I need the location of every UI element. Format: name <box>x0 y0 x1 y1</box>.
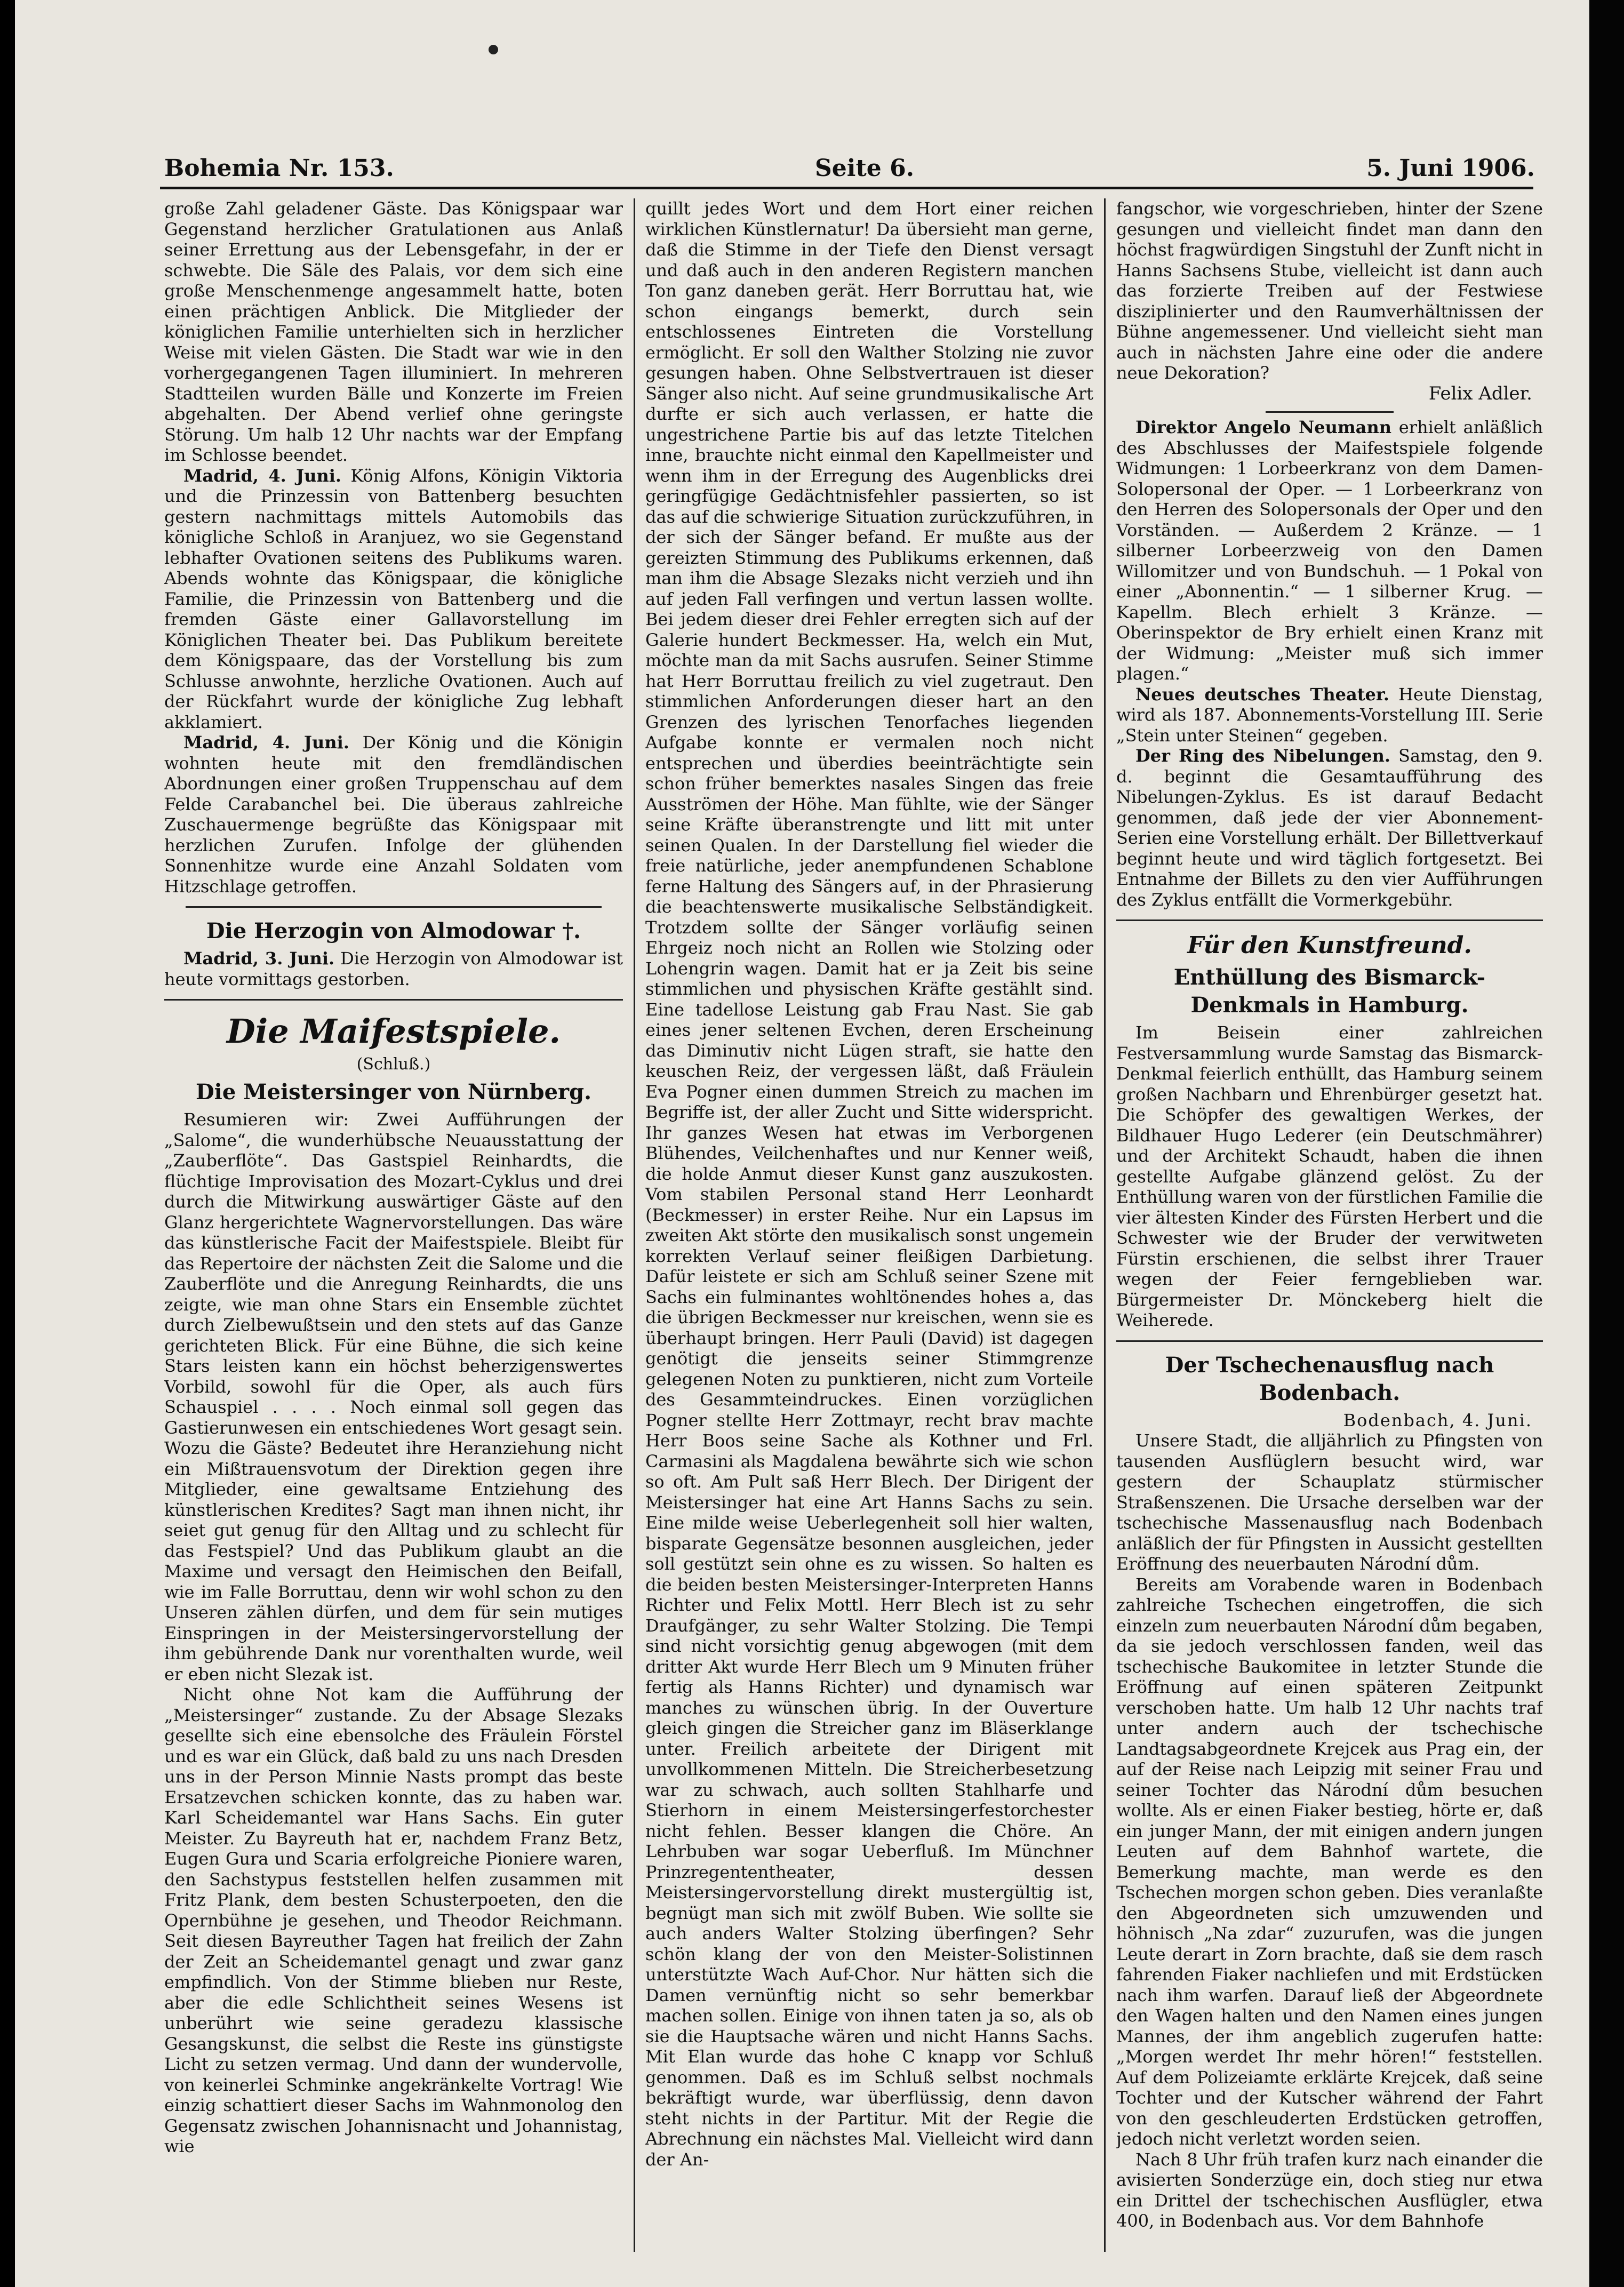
author-signature: Felix Adler. <box>1428 382 1532 404</box>
article-paragraph: Unsere Stadt, die alljährlich zu Pfingsten von tausenden Ausflüglern besucht wird, war gestern der Schauplatz stürmischer Straßenszenen. Die Ursache derselben war der tschechische Massenausflug nach Bodenbach anläßlich der für Pfingsten in Aussicht gestellten Eröffnung des neuerbauten Národní dům. <box>1116 1430 1543 1574</box>
article-paragraph: quillt jedes Wort und dem Hort einer reichen wirklichen Künstlernatur! Da übersieht man gerne, daß die Stimme in der Tiefe den Dienst versagt und daß auch in den anderen Registern manchen Ton ganz daneben gerät. Herr Borruttau hat, wie schon eingangs bemerkt, durch sein entschlossenes Eintreten die Vorstellung ermöglicht. Er soll den Walther Stolzing nie zuvor gesungen haben. Ohne Selbstvertrauen ist dieser Sänger also nicht. Auf seine grundmusikalische Art durfte er sich auch verlassen, er hatte die ungestrichene Partie bis auf das letzte Titelchen inne, brauchte nicht einmal den Kapellmeister und wenn ihm in der Erregung des Augenblicks drei geringfügige Gedächtnisfehler passierten, so ist das auf die schwierige Situation zurückzuführen, in der sich der Sänger befand. Er mußte aus der gereizten Stimmung des Publikums erkennen, daß man ihm die Absage Slezaks nicht verzieh und ihn auf jeden Fall verfingen und vertun lassen wollte. Bei jedem dieser drei Fehler erregten sich auf der Galerie hundert Beckmesser. Ha, welch ein Mut, möchte man da mit Sachs ausrufen. Seiner Stimme hat Herr Borruttau freilich zu viel zugetraut. Den stimmlichen Anforderungen dieser hart an den Grenzen des lyrischen Tenorfaches liegenden Aufgabe konnte er vermalen noch nicht entsprechen und überdies beeinträchtigte sein schon früher bemerktes nasales Singen das freie Ausströmen der Höhe. Man fühlte, wie der Sänger seine Kräfte überanstrengte und litt mit unter seinen Qualen. In der Darstellung fiel wieder die freie natürliche, jeder anempfundenen Schablone ferne Haltung des Sängers auf, in der Phrasierung die beachtenswerte musikalische Selbständigkeit. Trotzdem sollte der Sänger vorläufig seinen Ehrgeiz noch nicht an Rollen wie Stolzing oder Lohengrin wagen. Damit hat er ja Zeit bis seine stimmlichen und physischen Kräfte gestählt sind. Eine tadellose Leistung gab Frau Nast. Sie gab eines jener seltenen Evchen, deren Erscheinung das Diminutiv nicht Lügen straft, sie hatte den keuschen Reiz, der vergessen läßt, daß Fräulein Eva Pogner einen dummen Streich zu machen im Begriffe ist, der aller Zucht und Sitte widerspricht. Ihr ganzes Wesen hat etwas im Verborgenen Blühendes, Veilchenhaftes und nur Kenner weiß, die holde Anmut dieser Kunst ganz auszukosten. Vom stabilen Personal stand Herr Leonhardt (Beckmesser) in erster Reihe. Nur ein Lapsus im zweiten Akt störte den musikalisch sonst ungemein korrekten Verlauf seiner fleißigen Darbietung. Dafür leistete er sich am Schluß seiner Szene mit Sachs ein fulminantes wohltönendes hohes a, das die übrigen Beckmesser nur kreischen, wenn sie es überhaupt bringen. Herr Pauli (David) ist dagegen genötigt die jenseits seiner Stimmgrenze gelegenen Noten zu punktieren, nicht zum Vorteile des Gesammteindruckes. Einen vorzüglichen Pogner stellte Herr Zottmayr, recht brav machte Herr Boos seine Sache als Kothner und Frl. Carmasini als Magdalena bewährte sich wie schon so oft. Am Pult saß Herr Blech. Der Dirigent der Meistersinger hat eine Art Hanns Sachs zu sein. Eine milde weise Ueberlegenheit soll hier walten, bisparate Gegensätze besonnen ausgleichen, jeder soll gestützt sein ohne es zu wissen. So halten es die beiden besten Meistersinger-Interpreten Hanns Richter und Felix Mottl. Herr Blech ist zu sehr Draufgänger, zu sehr Walter Stolzing. Die Tempi sind nicht vorsichtig genug abgewogen (mit dem dritter Akt wurde Herr Blech um 9 Minuten früher fertig als Hanns Richter) und dynamisch war manches zu wünschen übrig. In der Ouverture gleich gingen die Streicher ganz im Bläserklange unter. Freilich arbeitete der Dirigent mit unvollkommenen Mitteln. Die Streicherbesetzung war zu schwach, auch sollten Stahlharfe und Stierhorn in einem Meistersingerfestorchester nicht fehlen. Besser klangen die Chöre. An Lehrbuben war sogar Ueberfluß. Im Münchner Prinzregententheater, dessen Meistersingervorstellung direkt mustergültig ist, begnügt man sich mit zwölf Buben. Wie sollte sie auch anders Walter Stolzing überfingen? Sehr schön klang der von den Meister-Solistinnen unterstützte Wach Auf-Chor. Nur hätten sich die Damen vernünftig nicht so sehr bemerkbar machen sollen. Einige von ihnen taten ja so, als ob sie die Hauptsache wären und nicht Hanns Sachs. Mit Elan wurde das hohe C knapp vor Schluß genommen. Daß es im Schluß selbst nochmals bekräftigt wurde, war überflüssig, denn davon steht nichts in der Partitur. Mit der Regie die Abrechnung ein nächstes Mal. Vielleicht wird dann der An- <box>645 198 1093 2170</box>
article-paragraph: fangschor, wie vorgeschrieben, hinter der Szene gesungen und vielleicht findet man dann den höchst fragwürdigen Singstuhl der Zunft nicht in Hanns Sachsens Stube, vielleicht ist dann auch das forzierte Treiben auf der Festwiese disziplinierter und den Raumverhältnissen der Bühne angemessener. Und vielleicht sieht man auch in nächsten Jahre eine oder die andere neue Dekoration? <box>1116 198 1543 383</box>
column-divider <box>634 198 635 2252</box>
masthead-page-number: Seite 6. <box>815 155 915 182</box>
headline-kunstfreund: Für den Kunstfreund. <box>1187 932 1472 959</box>
column-1 <box>164 198 623 2252</box>
paragraph-text: Samstag, den 9. d. beginnt die Gesamtaufführung des Nibelungen-Zyklus. Es ist darauf Bedacht genommen, daß jede der vier Abonnement-Serien eine Vorstellung erhält. Der Billettverkauf beginnt heute und wird täglich fortgesetzt. Bei Entnahme der Billets zu den vier Aufführungen des Zyklus entfällt die Vormerkgebühr. <box>1116 746 1543 910</box>
article-paragraph <box>164 466 623 733</box>
headline-tschechenausflug: Der Tschechenausflug nach Bodenbach. <box>1165 1352 1494 1405</box>
article-paragraph: Im Beisein einer zahlreichen Festversammlung wurde Samstag das Bismarck-Denkmal feierlich enthüllt, das Hamburg seinem großen Nachbarn und Ehrenbürger gesetzt hat. Die Schöpfer des gewaltigen Werkes, der Bildhauer Hugo Lederer (ein Deutschmährer) und der Architekt Schaudt, haben die ihnen gestellte Aufgabe glänzend gelöst. Zu der Enthüllung waren von der fürstlichen Familie die vier ältesten Kinder des Fürsten Herbert und die Schwester wie der Bruder der verwitweten Fürstin erschienen, die selbst ihrer Trauer wegen der Feier ferngeblieben war. Bürgermeister Dr. Mönckeberg hielt die Weiherede. <box>1116 1022 1543 1330</box>
section-rule <box>186 906 602 908</box>
headline-almodowar: Die Herzogin von Almodowar †. <box>206 918 581 943</box>
scan-border-right <box>1589 0 1624 2287</box>
column-divider <box>1104 198 1106 2252</box>
article-paragraph: Nach 8 Uhr früh trafen kurz nach einander die avisierten Sonderzüge ein, doch stieg nur etwa ein Drittel der tschechischen Ausflügler, etwa 400, in Bodenbach aus. Vor dem Bahnhofe <box>1116 2149 1543 2231</box>
section-rule <box>1266 411 1394 413</box>
dateline-lead: Madrid, 4. Juni. <box>183 732 349 753</box>
news-item <box>1116 684 1543 746</box>
punch-hole <box>489 45 498 54</box>
news-item-lead: Der Ring des Nibelungen. <box>1135 746 1391 766</box>
dateline: Bodenbach, 4. Juni. <box>1343 1410 1532 1430</box>
masthead-rule <box>160 187 1533 189</box>
scan-border-left <box>0 0 15 2287</box>
subheadline-meistersinger: Die Meistersinger von Nürnberg. <box>195 1079 592 1105</box>
news-item <box>1116 417 1543 684</box>
subheadline-schluss: (Schluß.) <box>356 1055 431 1074</box>
masthead <box>164 155 1535 183</box>
column-3 <box>1116 198 1543 2252</box>
dateline-lead: Madrid, 4. Juni. <box>183 465 342 486</box>
section-rule <box>1116 1340 1543 1342</box>
subheadline-bismarck: Enthüllung des Bismarck-Denkmals in Hamburg. <box>1173 965 1486 1018</box>
news-item <box>1116 746 1543 910</box>
article-paragraph: Nicht ohne Not kam die Aufführung der „Meistersinger“ zustande. Zu der Absage Slezaks gesellte sich eine ebensolche des Fräulein Förstel und es war ein Glück, daß bald zu uns nach Dresden uns in der Person Minnie Nasts prompt das beste Ersatzevchen schicken konnte, das zu haben war. Karl Scheidemantel war Hans Sachs. Ein guter Meister. Zu Bayreuth hat er, nachdem Franz Betz, Eugen Gura und Scaria erfolgreiche Pioniere waren, den Sachstypus feststellen helfen zusammen mit Fritz Plank, dem besten Schusterpoeten, den die Opernbühne je gesehen, und Theodor Reichmann. Seit diesen Bayreuther Tagen hat freilich der Zahn der Zeit an Scheidemantel genagt und zwar ganz empfindlich. Von der Stimme blieben nur Reste, aber die edle Schlichtheit seines Wesens ist unberührt wie seine geradezu klassische Gesangskunst, die selbst die Reste ins günstigste Licht zu setzen vermag. Und dann der wundervolle, von keinerlei Schminke angekränkelte Vortrag! Wie einzig schattiert dieser Sachs im Wahnmonolog den Gegensatz zwischen Johannisnacht und Johannistag, wie <box>164 1684 623 2156</box>
article-paragraph: große Zahl geladener Gäste. Das Königspaar war Gegenstand herzlicher Gratulationen aus Anlaß seiner Errettung aus der Lebensgefahr, in der er schwebte. Die Säle des Palais, vor dem sich eine große Menschenmenge angesammelt hatte, boten einen prächtigen Anblick. Die Mitglieder der königlichen Familie unterhielten sich in herzlicher Weise mit vielen Gästen. Die Stadt war wie in den vorhergegangenen Tagen illuminiert. In mehreren Stadtteilen wurden Bälle und Konzerte im Freien abgehalten. Der Abend verlief ohne geringste Störung. Um halb 12 Uhr nachts war der Empfang im Schlosse beendet. <box>164 198 623 465</box>
paragraph-text: erhielt anläßlich des Abschlusses der Maifestspiele folgende Widmungen: 1 Lorbeerkranz von dem Damen-Solopersonal der Oper. — 1 Lorbeerkranz von den Herren des Solopersonals der Oper und den Vorständen. — Außerdem 2 Kränze. — 1 silberner Lorbeerzweig von den Damen Willomitzer und von Bundschuh. — 1 Pokal von einer „Abonnentin.“ — 1 silberner Krug. — Kapellm. Blech erhielt 3 Kränze. — Oberinspektor de Bry erhielt einen Kranz mit der Widmung: „Meister muß sich immer plagen.“ <box>1116 417 1543 684</box>
paragraph-text: König Alfons, Königin Viktoria und die Prinzessin von Battenberg besuchten gestern nachmittags mittels Automobils das königliche Schloß in Aranjuez, wo sie Gegenstand lebhafter Ovationen seitens des Publikums waren. Abends wohnte das Königspaar, die königliche Familie, die Prinzessin von Battenberg und die fremden Gäste einer Gallavorstellung im Königlichen Theater bei. Das Publikum bereitete dem Königspaare, das der Vorstellung bis zum Schlusse anwohnte, herzliche Ovationen. Auch auf der Rückfahrt wurde der königliche Zug lebhaft akklamiert. <box>164 465 623 732</box>
article-paragraph: Resumieren wir: Zwei Aufführungen der „Salome“, die wunderhübsche Neuausstattung der „Zauberflöte“. Das Gastspiel Reinhardts, die flüchtige Improvisation des Mozart-Cyklus und drei durch die Mitwirkung auswärtiger Gäste auf den Glanz hergerichtete Wagnervorstellungen. Das wäre das künstlerische Facit der Maifestspiele. Bleibt für das Repertoire der nächsten Zeit die Salome und die Zauberflöte und die Anregung Reinhardts, die uns zeigte, wie man ohne Stars ein Ensemble züchtet durch Zielbewußtsein und den stets auf das Ganze gerichteten Blick. Für eine Bühne, die sich keine Stars leisten kann ein höchst beherzigenswertes Vorbild, sowohl für die Oper, als auch fürs Schauspiel . . . . Noch einmal soll gegen das Gastierunwesen ein entschiedenes Wort gesagt sein. Wozu die Gäste? Bedeutet ihre Heranziehung nicht ein Mißtrauensvotum der Direktion gegen ihre Mitglieder, eine gewaltsame Entziehung des künstlerischen Kredites? Sagt man ihnen nicht, ihr seiet gut genug für den Alltag und zu schlecht für das Festspiel? Und das Publikum glaubt an die Maxime und versagt den Heimischen den Beifall, wie im Falle Borruttau, denn wir wohl schon zu den Unseren zählen dürfen, und dem für sein mutiges Einspringen in der Meistersingervorstellung der ihm gebührende Dank nur vorenthalten wurde, weil er eben nicht Slezak ist. <box>164 1109 623 1684</box>
section-rule <box>1116 919 1543 921</box>
article-paragraph <box>164 948 623 989</box>
dateline-lead: Madrid, 3. Juni. <box>183 948 335 969</box>
news-item-lead: Direktor Angelo Neumann <box>1135 417 1392 437</box>
headline-maifestspiele: Die Maifestspiele. <box>226 1012 561 1051</box>
column-2 <box>645 198 1093 2252</box>
news-item-lead: Neues deutsches Theater. <box>1135 684 1389 705</box>
article-paragraph: Bereits am Vorabende waren in Bodenbach zahlreiche Tschechen eingetroffen, die sich einzeln zum neuerbauten Národní dům begaben, da sie jedoch verschlossen fanden, weil das tschechische Baukomitee in letzter Stunde die Eröffnung auf einen späteren Zeitpunkt verschoben hatte. Um halb 12 Uhr nachts traf unter andern auch der tschechische Landtagsabgeordnete Krejcek aus Prag ein, der auf der Reise nach Leipzig mit seiner Frau und seiner Tochter das Národní dům besuchen wollte. Als er einen Fiaker bestieg, hörte er, daß ein junger Mann, der mit einigen andern jungen Leuten auf dem Bahnhof wartete, die Bemerkung machte, man werde es den Tschechen morgen schon geben. Dies veranlaßte den Abgeordneten sich umzuwenden und höhnisch „Na zdar“ zuzurufen, was die jungen Leute derart in Zorn brachte, daß sie dem rasch fahrenden Fiaker nachliefen und mit Erdstücken nach ihm warfen. Darauf ließ der Abgeordnete den Wagen halten und den Namen eines jungen Mannes, der ihm angeblich zugerufen hatte: „Morgen werdet Ihr mehr hören!“ feststellen. Auf dem Polizeiamte erklärte Krejcek, daß seine Tochter und der Kutscher während der Fahrt von den geschleuderten Erdstücken getroffen, jedoch nicht verletzt worden seien. <box>1116 1574 1543 2149</box>
paragraph-text: Der König und die Königin wohnten heute mit den fremdländischen Abordnungen einer großen Truppenschau auf dem Felde Carabanchel bei. Die überaus zahlreiche Zuschauermenge begrüßte das Königspaar mit herzlichen Zurufen. Infolge der glühenden Sonnenhitze wurde eine Anzahl Soldaten vom Hitzschlage getroffen. <box>164 732 623 897</box>
paragraph-text: Die Herzogin von Almodowar ist heute vormittags gestorben. <box>164 948 623 989</box>
section-rule <box>164 999 623 1001</box>
masthead-issue: Bohemia Nr. 153. <box>164 155 394 182</box>
article-paragraph <box>164 732 623 897</box>
masthead-date: 5. Juni 1906. <box>1366 155 1535 182</box>
paragraph-text: Heute Dienstag, wird als 187. Abonnements-Vorstellung III. Serie „Stein unter Steinen“ gegeben. <box>1116 684 1543 746</box>
